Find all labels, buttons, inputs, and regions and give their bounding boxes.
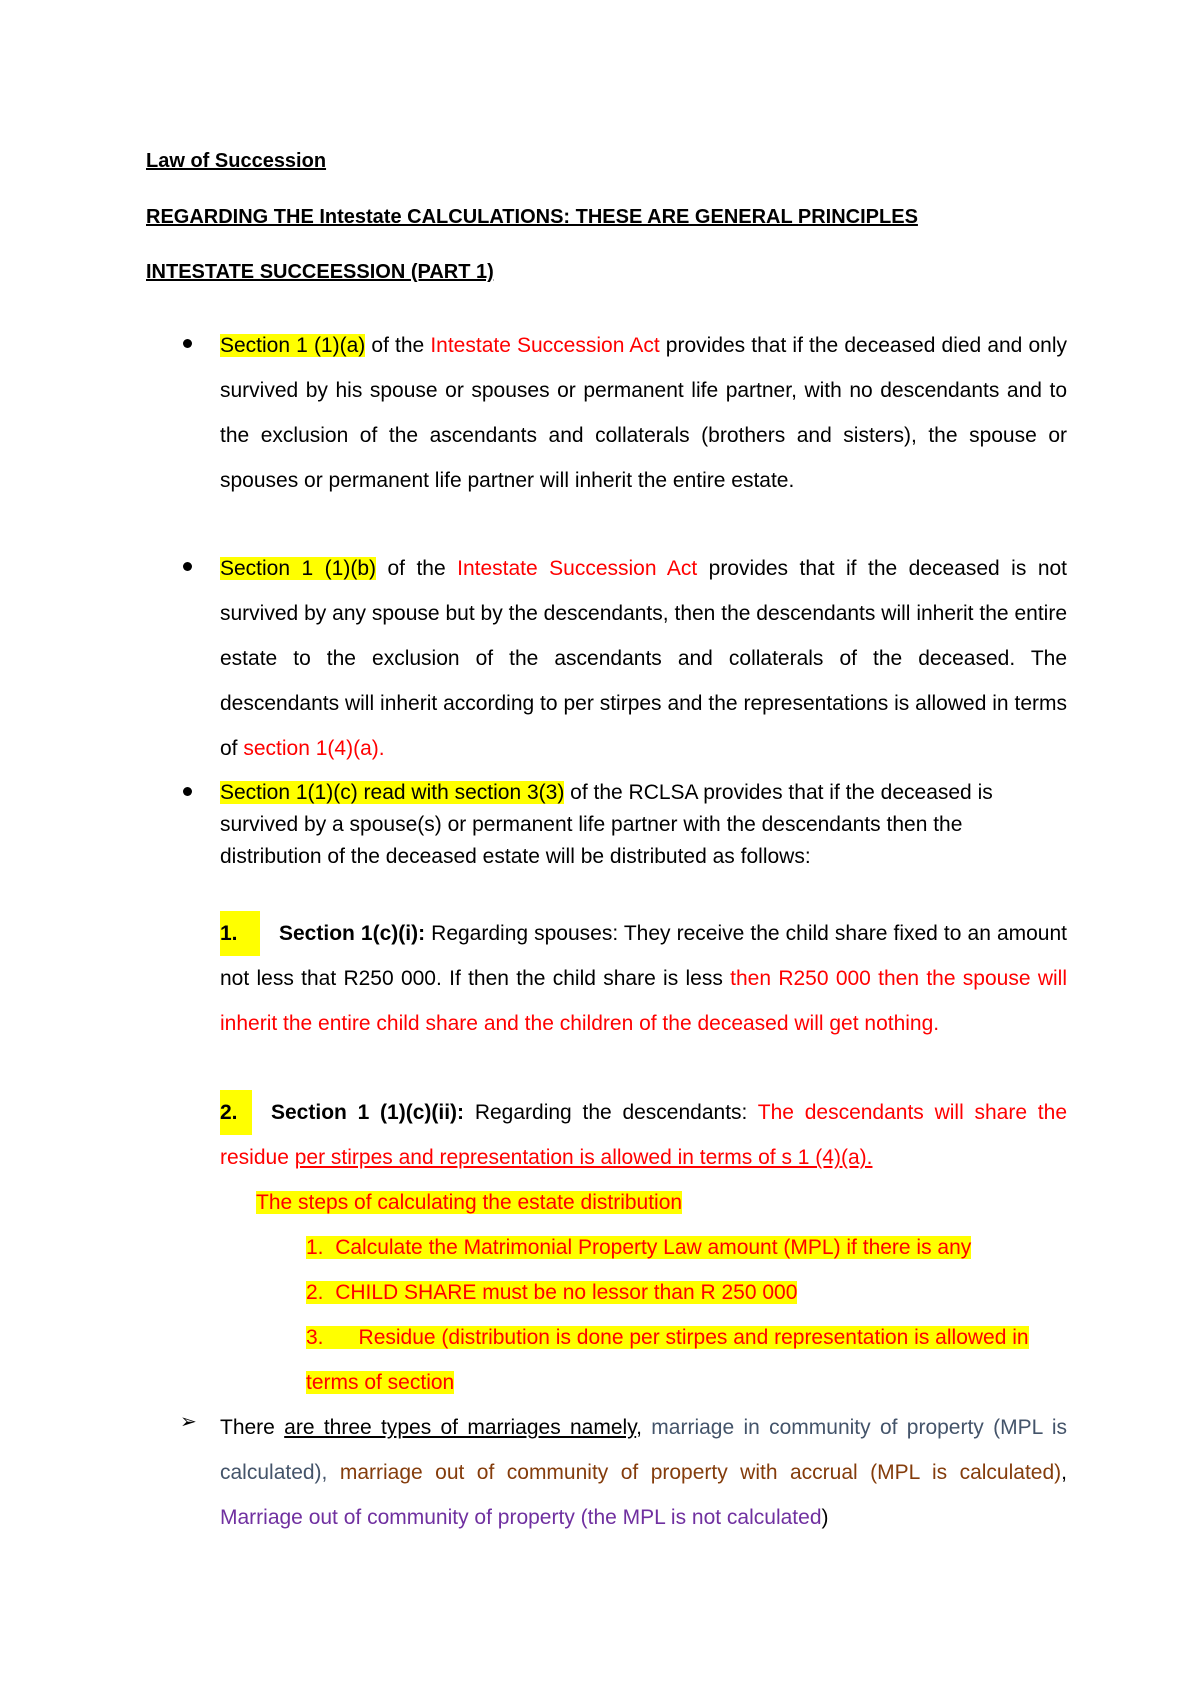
bullet-3-paragraph: Section 1(1)(c) read with section 3(3) of the RCLSA provides that if the deceased is survived by a spouse(s) or permanent life partner with the descendants then the distribution of the deceased estate will be distributed as follows: (220, 781, 993, 868)
document-title: Law of Succession (146, 150, 327, 172)
item-1: 1. Section 1(c)(i): Regarding spouses: They receive the child share fixed to an amount not less that R250 000. If then the child share is less then R250 000 then the spouse will inherit the entire child share and the children of the deceased will get nothing. (220, 911, 1067, 1046)
section-reference-red: section 1(4)(a). (243, 737, 385, 760)
section-reference: Section 1(1)(c) read with section 3(3) (220, 781, 565, 804)
marriage-types-paragraph: There are three types of marriages namely, marriage in community of property (MPL is calculated), marriage out of community of property with accrual (MPL is calculated), Marriage out of community of property (the MPL is not calculated) (220, 1416, 1067, 1529)
item-label: Section 1 (1)(c)(ii): (271, 1101, 465, 1124)
item-label: Section 1(c)(i): (279, 922, 426, 945)
bullet-2-paragraph: Section 1 (1)(b) of the Intestate Succession Act provides that if the deceased is not survived by any spouse but by the descendants, then the descendants will inherit the entire estate to the exclusion of the ascendants and collaterals of the deceased. The descendants will inherit according to per stirpes and the representations is allowed in terms of section 1(4)(a). (220, 557, 1068, 760)
step-1: 1. Calculate the Matrimonial Property Law amount (MPL) if there is any (306, 1236, 972, 1259)
step-3: 3. Residue (distribution is done per stirpes and representation is allowed in terms of section (306, 1326, 1029, 1394)
section-reference: Section 1 (1)(b) (220, 557, 376, 580)
bullet-dot (183, 787, 192, 796)
act-name: Intestate Succession Act (430, 334, 660, 357)
act-name: Intestate Succession Act (457, 557, 698, 580)
bullet-dot (183, 339, 192, 348)
steps-title: The steps of calculating the estate distribution (256, 1191, 683, 1214)
step-2: 2. CHILD SHARE must be no lessor than R 250 000 (306, 1281, 798, 1304)
bullet-dot (183, 562, 192, 571)
step-number: 1. (306, 1236, 324, 1259)
section-reference: Section 1 (1)(a) (220, 334, 366, 357)
step-number: 2. (306, 1281, 324, 1304)
step-number: 3. (306, 1326, 324, 1349)
bullet-1-paragraph: Section 1 (1)(a) of the Intestate Succession Act provides that if the deceased died and only survived by his spouse or spouses or permanent life partner, with no descendants and to the exclusion of the ascendants and collaterals (brothers and sisters), the spouse or spouses or permanent life partner will inherit the entire estate. (220, 334, 1067, 492)
item-2: 2. Section 1 (1)(c)(ii): Regarding the descendants: The descendants will share the residue per stirpes and representation is allowed in terms of s 1 (4)(a). (220, 1090, 1067, 1180)
general-principles-heading: REGARDING THE Intestate CALCULATIONS: THESE ARE GENERAL PRINCIPLES (146, 206, 918, 228)
item-number: 1. (220, 911, 260, 956)
item-number: 2. (220, 1090, 252, 1135)
part-heading: INTESTATE SUCCEESSION (PART 1) (146, 261, 494, 283)
arrow-bullet-icon: ➢ (180, 1411, 197, 1433)
